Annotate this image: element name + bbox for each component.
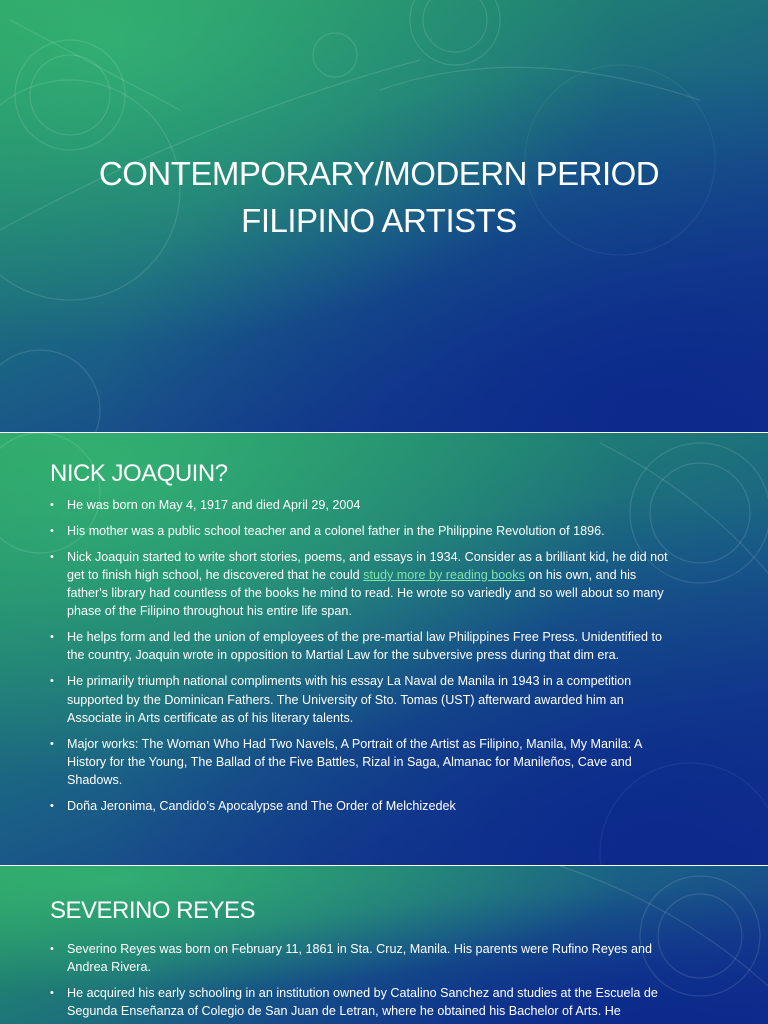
bullet-text: Doña Jeronima, Candido’s Apocalypse and The Order of Melchizedek	[67, 798, 456, 813]
list-item	[50, 522, 680, 540]
list-item	[50, 628, 680, 664]
presentation-title	[40, 150, 718, 244]
bullet-icon: •	[50, 499, 54, 511]
list-item	[50, 940, 680, 976]
bullet-text: He primarily triumph national compliments with his essay La Naval de Manila in 1943 in a competition supported by the Dominican Fathers. The University of Sto. Tomas (UST) afterward awarded him an Associate in Arts certificate as of his literary talents.	[67, 674, 632, 725]
bullet-icon: •	[50, 550, 54, 563]
list-item	[50, 735, 680, 790]
list-item	[50, 548, 680, 621]
bullet-text: Major works: The Woman Who Had Two Navels, A Portrait of the Artist as Filipino, Manila, My Manila: A History for the Young, The Ballad of the Five Battles, Rizal in Saga, Almanac for Manileños, Cave and Shadows.	[67, 736, 642, 788]
bullet-text: He acquired his early schooling in an institution owned by Catalino Sanchez and studies at the Escuela de Segunda Enseñanza of Colegio de San Juan de Letran, where he obtained his Bachelor of Arts. He	[67, 986, 658, 1019]
title-line-2: FILIPINO ARTISTS	[241, 202, 517, 239]
bullet-icon: •	[50, 987, 54, 1000]
bullet-icon: •	[50, 524, 54, 537]
bullet-icon: •	[50, 737, 54, 750]
bullet-text-after-link: on his own, and his father's library had countless of the books he mind to read. He wrote so variedly and so well about so many phase of the Filipino throughout his entire life span.	[67, 567, 664, 619]
bullet-list	[50, 940, 680, 1024]
bullet-icon: •	[50, 943, 54, 955]
bullet-text: He helps form and led the union of employees of the pre-martial law Philippines Free Press. Unidentified to the country, Joaquin wrote in opposition to Martial Law for the subversive press during that dim era.	[67, 630, 663, 663]
list-item	[50, 984, 680, 1020]
title-slide	[0, 0, 768, 432]
slide-heading: NICK JOAQUIN?	[50, 460, 228, 487]
severino-reyes-slide	[0, 866, 768, 1024]
bullet-list	[50, 496, 680, 823]
bullet-text-before-link: Nick Joaquin started to write short stories, poems, and essays in 1934. Consider as a brilliant kid, he did not get to finish high school, he discovered that he could	[67, 549, 668, 582]
slide-heading: SEVERINO REYES	[50, 897, 256, 924]
list-item	[50, 496, 680, 514]
nick-joaquin-slide	[0, 433, 768, 865]
title-line-1: CONTEMPORARY/MODERN PERIOD	[98, 155, 660, 192]
bullet-text: Severino Reyes was born on February 11, 1861 in Sta. Cruz, Manila. His parents were Rufino Reyes and Andrea Rivera.	[67, 942, 652, 975]
list-item	[50, 672, 680, 727]
bullet-icon: •	[50, 631, 54, 644]
bullet-text: He was born on May 4, 1917 and died April 29, 2004	[67, 498, 361, 512]
list-item	[50, 797, 680, 815]
bullet-icon: •	[50, 675, 54, 688]
bullet-text: His mother was a public school teacher and a colonel father in the Philippine Revolution of 1896.	[67, 523, 605, 538]
study-more-link[interactable]: study more by reading books	[363, 567, 525, 582]
bullet-icon: •	[50, 799, 54, 812]
